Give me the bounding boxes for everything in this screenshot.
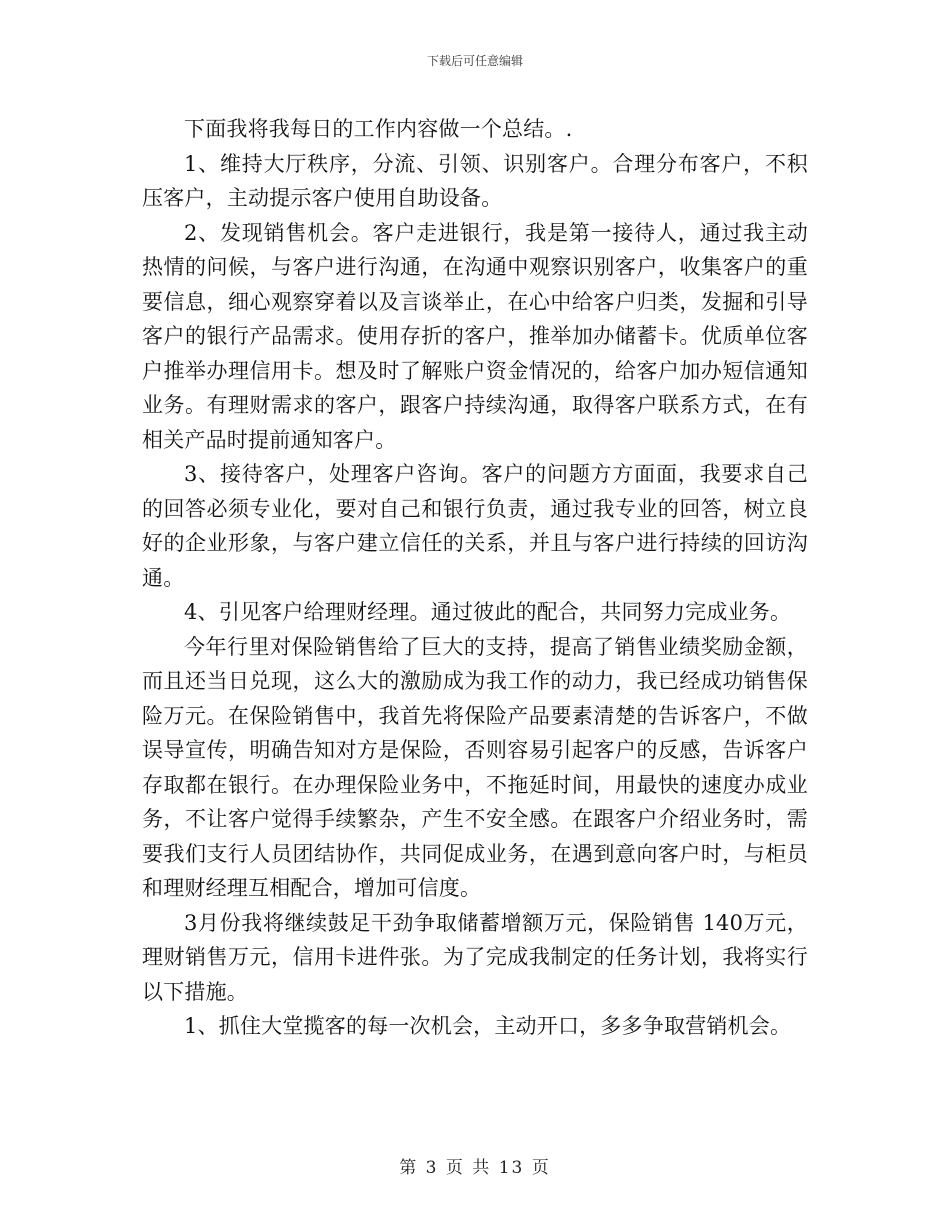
paragraph-item-1: 1、维持大厅秩序，分流、引领、识别客户。合理分布客户，不积压客户，主动提示客户使用自助设备。 — [142, 151, 808, 210]
page-header-note: 下载后可任意编辑 — [426, 54, 523, 68]
page-number-footer: 第 3 页 共 13 页 — [399, 1158, 551, 1178]
document-body — [142, 112, 808, 1044]
paragraph-measure-1: 1、抓住大堂揽客的每一次机会，主动开口，多多争取营销机会。 — [184, 1014, 792, 1038]
paragraph-insurance-sales: 今年行里对保险销售给了巨大的支持，提高了销售业绩奖励金额，而且还当日兑现，这么大的激励成为我工作的动力，我已经成功销售保险万元。在保险销售中，我首先将保险产品要素清楚的告诉客户，不做误导宣传，明确告知对方是保险，否则容易引起客户的反感，告诉客户存取都在银行。在办理保险业务中，不拖延时间，用最快的速度办成业务，不让客户觉得手续繁杂，产生不安全感。在跟客户介绍业务时，需要我们支行人员团结协作，共同促成业务，在遇到意向客户时，与柜员和理财经理互相配合，增加可信度。 — [142, 634, 808, 900]
paragraph-intro: 下面我将我每日的工作内容做一个总结。. — [184, 117, 573, 141]
paragraph-item-2: 2、发现销售机会。客户走进银行，我是第一接待人，通过我主动热情的问候，与客户进行沟通，在沟通中观察识别客户，收集客户的重要信息，细心观察穿着以及言谈举止，在心中给客户归类，发掘和引导客户的银行产品需求。使用存折的客户，推举加办储蓄卡。优质单位客户推举办理信用卡。想及时了解账户资金情况的，给客户加办短信通知业务。有理财需求的客户，跟客户持续沟通，取得客户联系方式，在有相关产品时提前通知客户。 — [142, 220, 808, 452]
paragraph-march-plan: 3月份我将继续鼓足干劲争取储蓄增额万元，保险销售 140万元，理财销售万元，信用卡进件张。为了完成我制定的任务计划，我将实行以下措施。 — [142, 910, 808, 1004]
paragraph-item-3: 3、接待客户，处理客户咨询。客户的问题方方面面，我要求自己的回答必须专业化，要对自己和银行负责，通过我专业的回答，树立良好的企业形象，与客户建立信任的关系，并且与客户进行持续的回访沟通。 — [142, 462, 808, 590]
paragraph-item-4: 4、引见客户给理财经理。通过彼此的配合，共同努力完成业务。 — [184, 600, 792, 624]
